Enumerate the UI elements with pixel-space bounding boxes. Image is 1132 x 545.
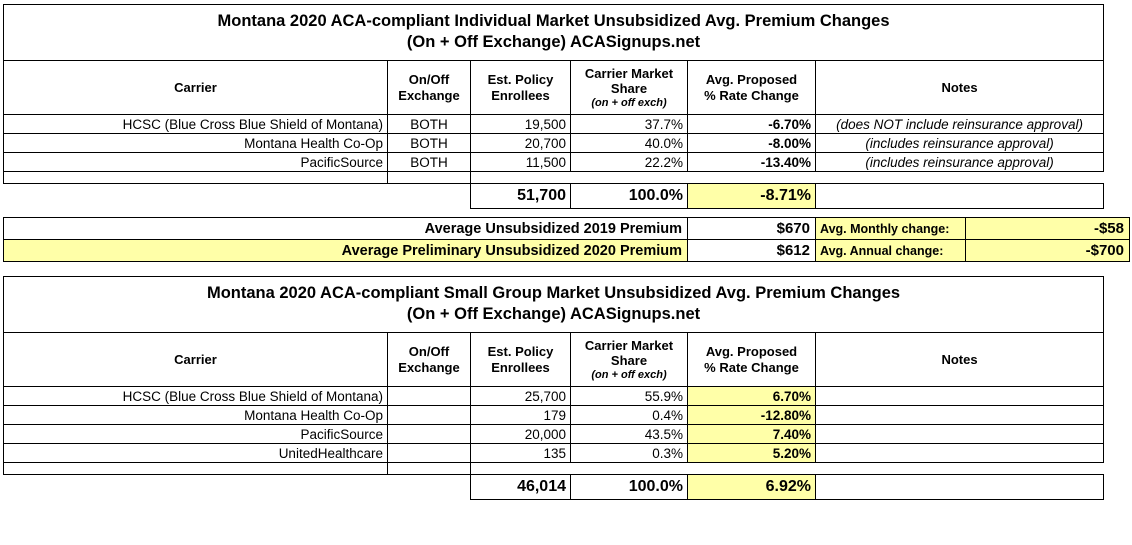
row-gutter xyxy=(1104,115,1130,134)
header-enrollees: Est. Policy Enrollees xyxy=(471,61,571,115)
cell-enrollees: 25,700 xyxy=(471,387,571,406)
cell-carrier: PacificSource xyxy=(4,425,388,444)
blank-gap xyxy=(471,172,571,184)
individual-title-row xyxy=(4,5,1130,61)
blank-gap xyxy=(816,172,1104,184)
totals-spacer xyxy=(388,475,471,500)
cell-enrollees: 11,500 xyxy=(471,153,571,172)
table-row xyxy=(4,134,1130,153)
cell-rate-change: 5.20% xyxy=(688,444,816,463)
blank-gap xyxy=(571,172,688,184)
row-gutter xyxy=(1104,5,1130,61)
cell-notes xyxy=(816,444,1104,463)
blank-cell xyxy=(388,172,471,184)
cell-market-share: 37.7% xyxy=(571,115,688,134)
header-enrollees: Est. Policy Enrollees xyxy=(471,333,571,387)
table-row xyxy=(4,115,1130,134)
header-rate-change: Avg. Proposed % Rate Change xyxy=(688,333,816,387)
cell-enrollees: 135 xyxy=(471,444,571,463)
row-gutter xyxy=(1104,184,1130,209)
blank-gap xyxy=(471,463,571,475)
summary-annual-change-value: -$700 xyxy=(966,240,1130,262)
cell-exchange xyxy=(388,406,471,425)
header-carrier: Carrier xyxy=(4,333,388,387)
cell-exchange xyxy=(388,444,471,463)
header-market-share-sub: (on + off exch) xyxy=(591,368,667,381)
summary-label-2019: Average Unsubsidized 2019 Premium xyxy=(4,218,688,240)
cell-carrier: PacificSource xyxy=(4,153,388,172)
total-rate-change: 6.92% xyxy=(688,475,816,500)
totals-spacer xyxy=(4,475,388,500)
total-rate-change: -8.71% xyxy=(688,184,816,209)
cell-market-share: 55.9% xyxy=(571,387,688,406)
summary-row-2019 xyxy=(4,218,1130,240)
premium-summary-table xyxy=(3,217,1130,262)
small-group-title-line1: Montana 2020 ACA-compliant Small Group Market Unsubsidized Avg. Premium Changes xyxy=(206,284,901,303)
blank-gap xyxy=(816,463,1104,475)
row-gutter xyxy=(1104,475,1130,500)
cell-rate-change: -8.00% xyxy=(688,134,816,153)
individual-title-line2: (On + Off Exchange) ACASignups.net xyxy=(406,33,701,52)
cell-carrier: Montana Health Co-Op xyxy=(4,134,388,153)
cell-market-share: 22.2% xyxy=(571,153,688,172)
header-market-share: Carrier Market Share (on + off exch) xyxy=(571,61,688,115)
row-gutter xyxy=(1104,172,1130,184)
cell-enrollees: 20,700 xyxy=(471,134,571,153)
header-market-share: Carrier Market Share (on + off exch) xyxy=(571,333,688,387)
cell-notes xyxy=(816,387,1104,406)
cell-enrollees: 179 xyxy=(471,406,571,425)
section-spacer-2 xyxy=(3,262,1129,276)
header-exchange: On/Off Exchange xyxy=(388,61,471,115)
table-row xyxy=(4,444,1130,463)
small-group-market-table xyxy=(3,276,1130,500)
individual-market-table xyxy=(3,4,1130,209)
cell-exchange: BOTH xyxy=(388,134,471,153)
summary-monthly-change-label: Avg. Monthly change: xyxy=(816,218,966,240)
cell-exchange: BOTH xyxy=(388,153,471,172)
total-market-share: 100.0% xyxy=(571,184,688,209)
cell-market-share: 43.5% xyxy=(571,425,688,444)
total-market-share: 100.0% xyxy=(571,475,688,500)
row-gutter xyxy=(1104,277,1130,333)
header-carrier: Carrier xyxy=(4,61,388,115)
small-group-title-line2: (On + Off Exchange) ACASignups.net xyxy=(406,305,701,324)
summary-value-2019: $670 xyxy=(688,218,816,240)
small-group-totals-row xyxy=(4,475,1130,500)
cell-carrier: Montana Health Co-Op xyxy=(4,406,388,425)
blank-gap xyxy=(571,463,688,475)
totals-spacer xyxy=(388,184,471,209)
total-notes xyxy=(816,184,1104,209)
cell-notes: (does NOT include reinsurance approval) xyxy=(816,115,1104,134)
row-gutter xyxy=(1104,153,1130,172)
individual-blank-row xyxy=(4,172,1130,184)
cell-exchange xyxy=(388,425,471,444)
table-row xyxy=(4,387,1130,406)
header-exchange: On/Off Exchange xyxy=(388,333,471,387)
cell-market-share: 0.4% xyxy=(571,406,688,425)
cell-rate-change: 6.70% xyxy=(688,387,816,406)
total-enrollees: 51,700 xyxy=(471,184,571,209)
blank-cell xyxy=(4,172,388,184)
table-row xyxy=(4,153,1130,172)
small-group-title-row xyxy=(4,277,1130,333)
cell-rate-change: -13.40% xyxy=(688,153,816,172)
row-gutter xyxy=(1104,444,1130,463)
summary-value-2020: $612 xyxy=(688,240,816,262)
cell-exchange: BOTH xyxy=(388,115,471,134)
cell-notes xyxy=(816,425,1104,444)
blank-gap xyxy=(688,463,816,475)
cell-rate-change: -12.80% xyxy=(688,406,816,425)
small-group-title xyxy=(4,277,1104,333)
row-gutter xyxy=(1104,406,1130,425)
table-row xyxy=(4,425,1130,444)
individual-title-line1: Montana 2020 ACA-compliant Individual Market Unsubsidized Avg. Premium Changes xyxy=(217,12,890,30)
header-notes: Notes xyxy=(816,333,1104,387)
header-market-share-sub: (on + off exch) xyxy=(591,96,667,109)
cell-carrier: UnitedHealthcare xyxy=(4,444,388,463)
row-gutter xyxy=(1104,425,1130,444)
section-spacer xyxy=(3,209,1129,217)
total-notes xyxy=(816,475,1104,500)
cell-rate-change: 7.40% xyxy=(688,425,816,444)
row-gutter xyxy=(1104,463,1130,475)
cell-enrollees: 19,500 xyxy=(471,115,571,134)
cell-carrier: HCSC (Blue Cross Blue Shield of Montana) xyxy=(4,387,388,406)
cell-market-share: 0.3% xyxy=(571,444,688,463)
row-gutter xyxy=(1104,61,1130,115)
cell-notes: (includes reinsurance approval) xyxy=(816,134,1104,153)
individual-header-row xyxy=(4,61,1130,115)
blank-cell xyxy=(388,463,471,475)
summary-monthly-change-value: -$58 xyxy=(966,218,1130,240)
table-row xyxy=(4,406,1130,425)
row-gutter xyxy=(1104,333,1130,387)
header-notes: Notes xyxy=(816,61,1104,115)
individual-title xyxy=(4,5,1104,61)
individual-totals-row xyxy=(4,184,1130,209)
small-group-header-row xyxy=(4,333,1130,387)
header-rate-change: Avg. Proposed % Rate Change xyxy=(688,61,816,115)
cell-notes: (includes reinsurance approval) xyxy=(816,153,1104,172)
row-gutter xyxy=(1104,134,1130,153)
cell-enrollees: 20,000 xyxy=(471,425,571,444)
summary-label-2020: Average Preliminary Unsubsidized 2020 Premium xyxy=(4,240,688,262)
cell-rate-change: -6.70% xyxy=(688,115,816,134)
total-enrollees: 46,014 xyxy=(471,475,571,500)
cell-market-share: 40.0% xyxy=(571,134,688,153)
row-gutter xyxy=(1104,387,1130,406)
cell-carrier: HCSC (Blue Cross Blue Shield of Montana) xyxy=(4,115,388,134)
blank-gap xyxy=(688,172,816,184)
small-group-blank-row xyxy=(4,463,1130,475)
totals-spacer xyxy=(4,184,388,209)
summary-annual-change-label: Avg. Annual change: xyxy=(816,240,966,262)
cell-exchange xyxy=(388,387,471,406)
cell-notes xyxy=(816,406,1104,425)
blank-cell xyxy=(4,463,388,475)
summary-row-2020 xyxy=(4,240,1130,262)
